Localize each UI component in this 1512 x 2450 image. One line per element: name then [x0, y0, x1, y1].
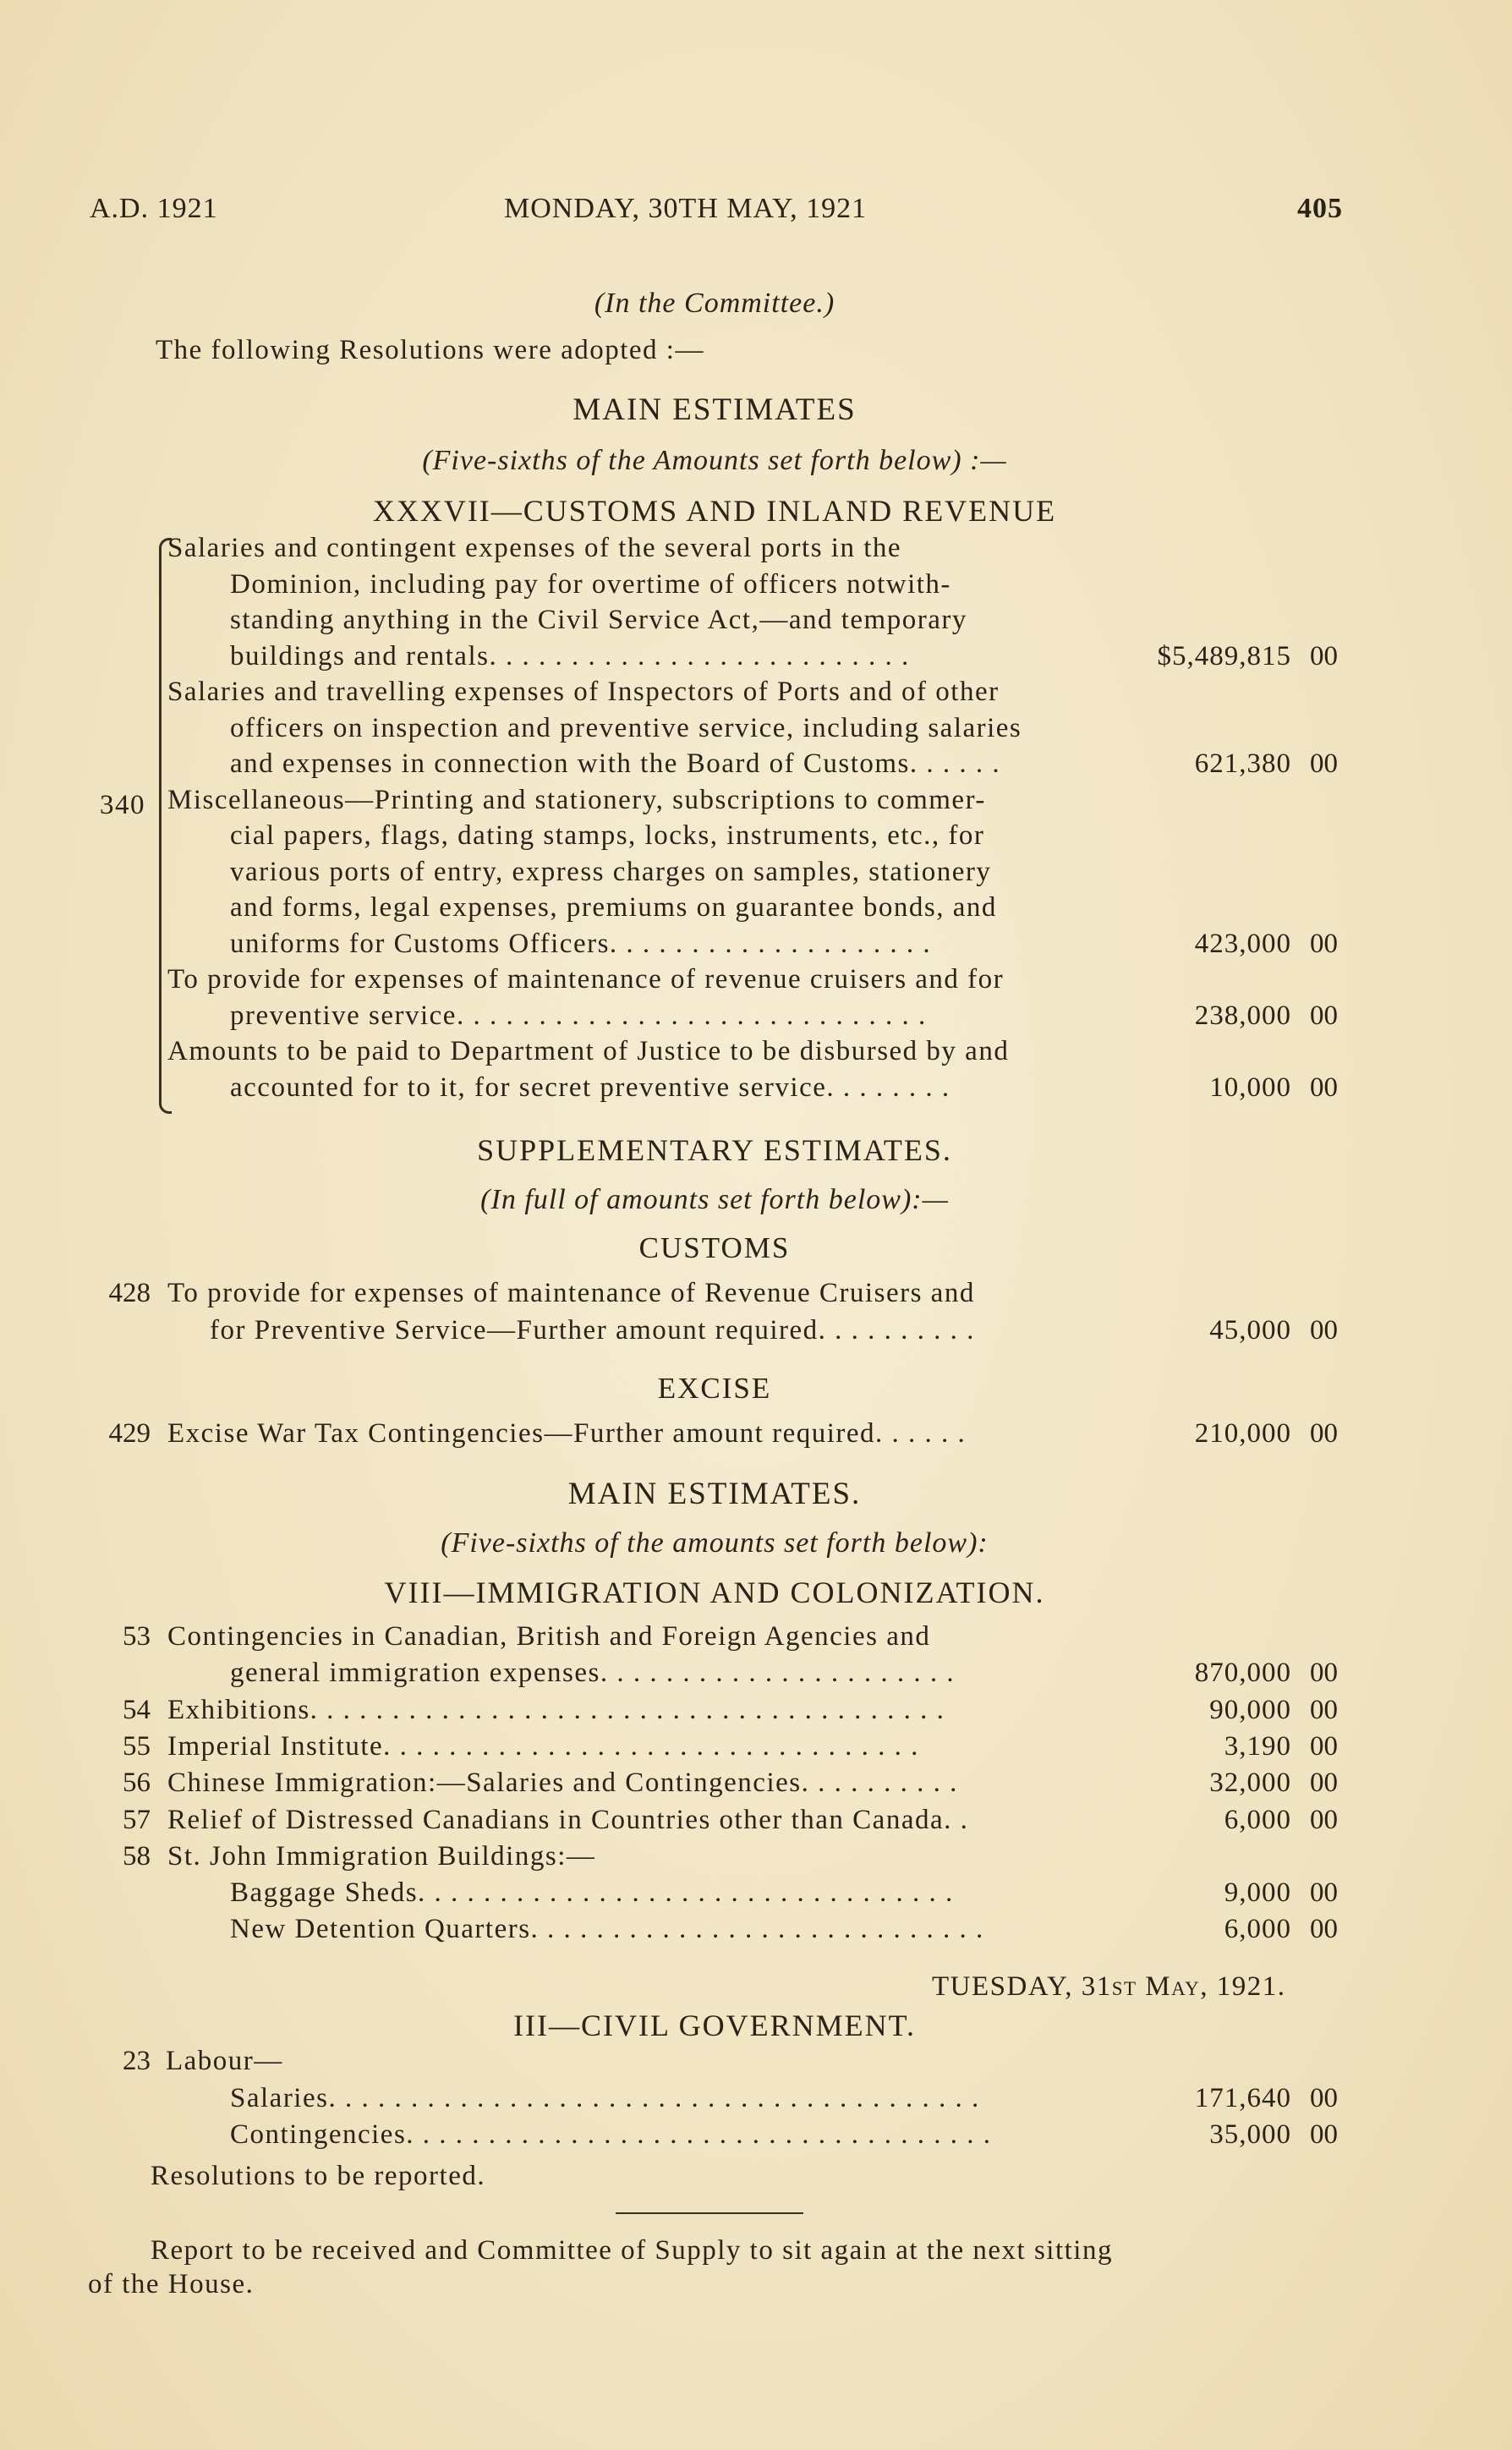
item-text-line: Amounts to be paid to Department of Justice to be disbursed by and — [167, 1036, 1010, 1066]
vote-number: 58 — [123, 1840, 151, 1872]
item-text-line: Contingencies. . . . . . . . . . . . . . . . . . . . . . . . . . . . . . . . . . . . — [230, 2119, 992, 2150]
item-text-line: various ports of entry, express charges on samples, stationery — [230, 856, 992, 887]
report-line-2: of the House. — [88, 2269, 255, 2299]
amount: 9,000 — [1224, 1877, 1291, 1909]
item-text-line: for Preventive Service—Further amount required. . . . . . . . . . — [210, 1315, 975, 1346]
item-text-line: Imperial Institute. . . . . . . . . . . . . . . . . . . . . . . . . . . . . . . . . — [167, 1730, 919, 1762]
item-text-line: cial papers, flags, dating stamps, locks, instruments, etc., for — [230, 820, 985, 851]
item-text-line: Baggage Sheds. . . . . . . . . . . . . . . . . . . . . . . . . . . . . . . . . — [230, 1877, 954, 1909]
header-left: A.D. 1921 — [90, 193, 218, 224]
item-text-line: officers on inspection and preventive service, including salaries — [230, 712, 1022, 743]
amount: 423,000 — [1194, 928, 1291, 959]
amount: 6,000 — [1224, 1804, 1291, 1835]
item-text-line: Miscellaneous—Printing and stationery, subscriptions to commer- — [167, 784, 986, 815]
excise-title: EXCISE — [657, 1372, 772, 1405]
cents: 00 — [1310, 928, 1338, 959]
vote-number: 56 — [123, 1768, 151, 1799]
committee-note: (In the Committee.) — [594, 288, 835, 319]
amount: 90,000 — [1209, 1694, 1291, 1725]
intro-line: The following Resolutions were adopted :— — [156, 335, 704, 365]
item-text-line: preventive service. . . . . . . . . . . . . . . . . . . . . . . . . . . . . — [230, 1000, 927, 1031]
item-text-line: Salaries and contingent expenses of the several ports in the — [167, 533, 902, 563]
vote-number-23: 23 — [123, 2046, 151, 2076]
amount: 3,190 — [1224, 1730, 1291, 1762]
vote-number: 429 — [108, 1418, 151, 1449]
civil-government-heading: III—CIVIL GOVERNMENT. — [513, 2009, 916, 2042]
item-text-line: Excise War Tax Contingencies—Further amount required. . . . . . — [167, 1418, 967, 1449]
main-estimates-title: MAIN ESTIMATES — [572, 392, 857, 427]
report-line-1: Report to be received and Committee of Supply to sit again at the next sitting — [151, 2235, 1113, 2266]
vote-number: 428 — [108, 1278, 151, 1308]
amount: 10,000 — [1209, 1072, 1291, 1103]
item-text-line: Relief of Distressed Canadians in Countries other than Canada. . — [167, 1804, 969, 1835]
cents: 00 — [1310, 2119, 1338, 2150]
item-text-line: and forms, legal expenses, premiums on guarantee bonds, and — [230, 892, 997, 923]
item-text-line: Chinese Immigration:—Salaries and Contingencies. . . . . . . . . . — [167, 1768, 958, 1799]
resolutions-line: Resolutions to be reported. — [151, 2161, 486, 2191]
main-estimates-subtitle: (Five-sixths of the Amounts set forth below) :— — [422, 445, 1007, 476]
vote-number: 55 — [123, 1730, 151, 1762]
amount: 238,000 — [1194, 1000, 1291, 1031]
cents: 00 — [1310, 2083, 1338, 2113]
page-number: 405 — [1297, 193, 1343, 224]
cents: 00 — [1310, 1315, 1338, 1346]
cents: 00 — [1310, 1072, 1338, 1103]
cents: 00 — [1310, 1914, 1338, 1945]
cents: 00 — [1310, 748, 1338, 779]
item-text-line: uniforms for Customs Officers. . . . . . . . . . . . . . . . . . . . — [230, 928, 932, 959]
vote-number: 53 — [123, 1621, 151, 1652]
amount: 621,380 — [1194, 748, 1291, 779]
amount: 35,000 — [1209, 2119, 1291, 2150]
customs-inland-revenue-heading: XXXVII—CUSTOMS AND INLAND REVENUE — [372, 494, 1057, 528]
vote-number: 57 — [123, 1804, 151, 1835]
cents: 00 — [1310, 1877, 1338, 1909]
main-estimates-2-subtitle: (Five-sixths of the amounts set forth below): — [441, 1527, 989, 1559]
divider-rule — [616, 2212, 803, 2214]
item-text-line: New Detention Quarters. . . . . . . . . . . . . . . . . . . . . . . . . . . . — [230, 1914, 984, 1945]
cents: 00 — [1310, 1804, 1338, 1835]
item-brace — [159, 538, 172, 1114]
amount: 171,640 — [1194, 2083, 1291, 2113]
item-text-line: standing anything in the Civil Service Act,—and temporary — [230, 605, 967, 635]
item-text-line: Salaries. . . . . . . . . . . . . . . . . . . . . . . . . . . . . . . . . . . . . . . . — [230, 2083, 980, 2113]
amount: 6,000 — [1224, 1914, 1291, 1945]
item-text-line: St. John Immigration Buildings:— — [167, 1840, 596, 1872]
labour-label: Labour— — [166, 2046, 283, 2076]
cents: 00 — [1310, 1658, 1338, 1689]
item-text-line: buildings and rentals. . . . . . . . . . . . . . . . . . . . . . . . . . — [230, 640, 910, 671]
cents: 00 — [1310, 1418, 1338, 1449]
item-text-line: Contingencies in Canadian, British and Foreign Agencies and — [167, 1621, 931, 1652]
item-text-line: Exhibitions. . . . . . . . . . . . . . . . . . . . . . . . . . . . . . . . . . . . . . . — [167, 1694, 945, 1725]
amount: $5,489,815 — [1157, 640, 1291, 671]
cents: 00 — [1310, 1768, 1338, 1799]
amount: 45,000 — [1209, 1315, 1291, 1346]
amount: 210,000 — [1194, 1418, 1291, 1449]
item-text-line: and expenses in connection with the Board of Customs. . . . . . — [230, 748, 1001, 779]
vote-number: 54 — [123, 1694, 151, 1725]
cents: 00 — [1310, 640, 1338, 671]
immigration-heading: VIII—IMMIGRATION AND COLONIZATION. — [384, 1576, 1045, 1609]
supplementary-subtitle: (In full of amounts set forth below):— — [480, 1184, 949, 1215]
amount: 32,000 — [1209, 1768, 1291, 1799]
header-date: MONDAY, 30TH MAY, 1921 — [504, 193, 868, 224]
cents: 00 — [1310, 1000, 1338, 1031]
item-text-line: To provide for expenses of maintenance of Revenue Cruisers and — [167, 1278, 975, 1308]
item-text-line: accounted for to it, for secret preventive service. . . . . . . . — [230, 1072, 950, 1103]
item-text-line: To provide for expenses of maintenance of revenue cruisers and for — [167, 964, 1005, 995]
customs-title: CUSTOMS — [638, 1231, 791, 1264]
vote-number-340: 340 — [100, 790, 145, 820]
tuesday-date: TUESDAY, 31st May, 1921. — [932, 1971, 1286, 2002]
amount: 870,000 — [1194, 1658, 1291, 1689]
item-text-line: Dominion, including pay for overtime of officers notwith- — [230, 568, 951, 600]
cents: 00 — [1310, 1694, 1338, 1725]
item-text-line: general immigration expenses. . . . . . . . . . . . . . . . . . . . . . — [230, 1658, 956, 1689]
cents: 00 — [1310, 1730, 1338, 1762]
main-estimates-2-title: MAIN ESTIMATES. — [567, 1477, 862, 1511]
supplementary-title: SUPPLEMENTARY ESTIMATES. — [477, 1133, 952, 1167]
item-text-line: Salaries and travelling expenses of Inspectors of Ports and of other — [167, 677, 1000, 707]
